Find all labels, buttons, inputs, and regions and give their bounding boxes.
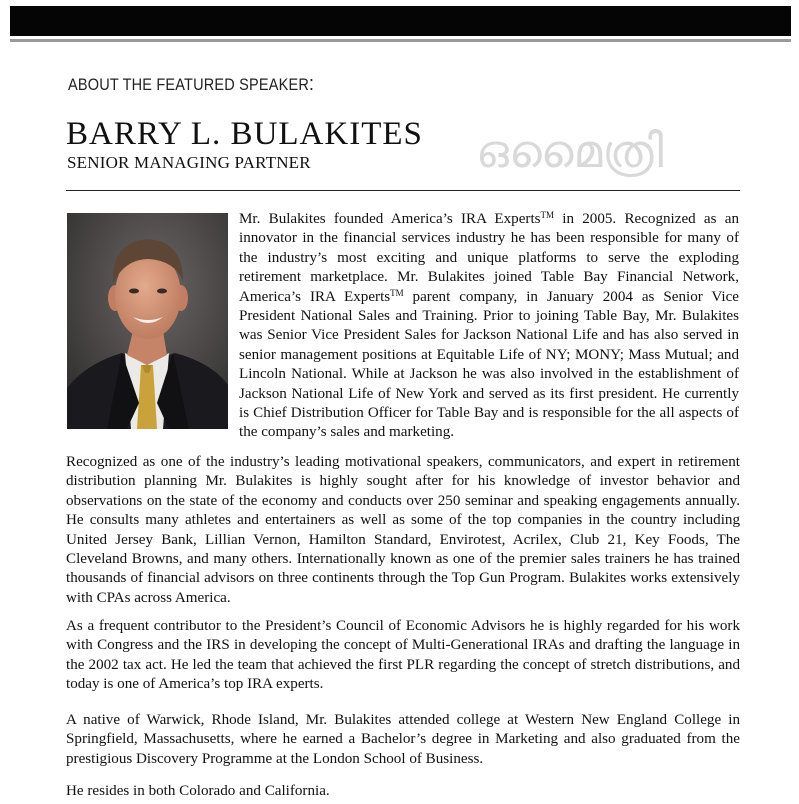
bio-paragraph-residence: He resides in both Colorado and California. — [66, 783, 330, 799]
bio-intro-text-2: in 2005. Recognized as an innovator in the financial services industry he has been responsible for many of the industry’s most exciting and unique platforms to serve the exploding retirement marketplace. Mr. Bulakites joined Table Bay Financial Network, America’s IRA Experts — [239, 211, 739, 305]
trademark-mark: TM — [390, 287, 404, 298]
speaker-name: BARRY L. BULAKITES — [66, 116, 423, 152]
header-bar — [10, 6, 791, 36]
speaker-title: SENIOR MANAGING PARTNER — [67, 153, 311, 172]
bio-paragraph-speaking: Recognized as one of the industry’s leading motivational speakers, communicators, and expert in retirement distribution planning Mr. Bulakites is highly sought after for his knowledge of investor behavior and observations on the state of the economy and conducts over 250 seminar and speaking engagements annually. He consults many athletes and entertainers as well as some of the top companies in the country including United Jersey Bank, Lillian Vernon, Hamilton Standard, Envirotest, Acrilex, Club 21, Key Foods, The Cleveland Browns, and many others. Internationally known as one of the premier sales trainers he has trained thousands of financial advisors on three continents through the Top Gun Program. Bulakites works extensively with CPAs across America. — [66, 454, 740, 606]
section-heading — [68, 73, 314, 96]
section-heading-colon: : — [308, 73, 315, 95]
bio-paragraph-education: A native of Warwick, Rhode Island, Mr. Bulakites attended college at Western New England College in Springfield, Massachusetts, where he earned a Bachelor’s degree in Marketing and also graduated from the prestigious Discovery Programme at the London School of Business. — [66, 712, 740, 767]
divider-rule — [66, 190, 740, 191]
watermark-logo: ഒമൈത്രി — [476, 124, 664, 178]
bio-paragraph-policy: As a frequent contributor to the President’s Council of Economic Advisors he is highly regarded for his work with Congress and the IRS in developing the concept of Multi-Generational IRAs and drafting the language in the 2002 tax act. He led the team that achieved the first PLR regarding the concept of stretch distributions, and today is one of America’s top IRA experts. — [66, 618, 740, 693]
bio-intro-text-1: Mr. Bulakites founded America’s IRA Experts — [239, 211, 541, 227]
bio-intro-paragraph — [239, 210, 739, 443]
section-heading-text: ABOUT THE FEATURED SPEAKER — [68, 76, 309, 94]
bio-intro-text-3: parent company, in January 2004 as Senior Vice President National Sales and Training. Prior to joining Table Bay, Mr. Bulakites was Senior Vice President Sales for Jackson National Life and has also served in senior management positions at Equitable Life of NY; MONY; Mass Mutual; and Lincoln National. While at Jackson he was also involved in the establishment of Jackson National Life of New York and served as its first president. He currently is Chief Distribution Officer for Table Bay and is responsible for the all aspects of the company’s sales and marketing. — [239, 288, 739, 441]
header-bar-rule — [10, 39, 791, 42]
speaker-photo — [67, 213, 228, 429]
trademark-mark: TM — [540, 210, 555, 220]
